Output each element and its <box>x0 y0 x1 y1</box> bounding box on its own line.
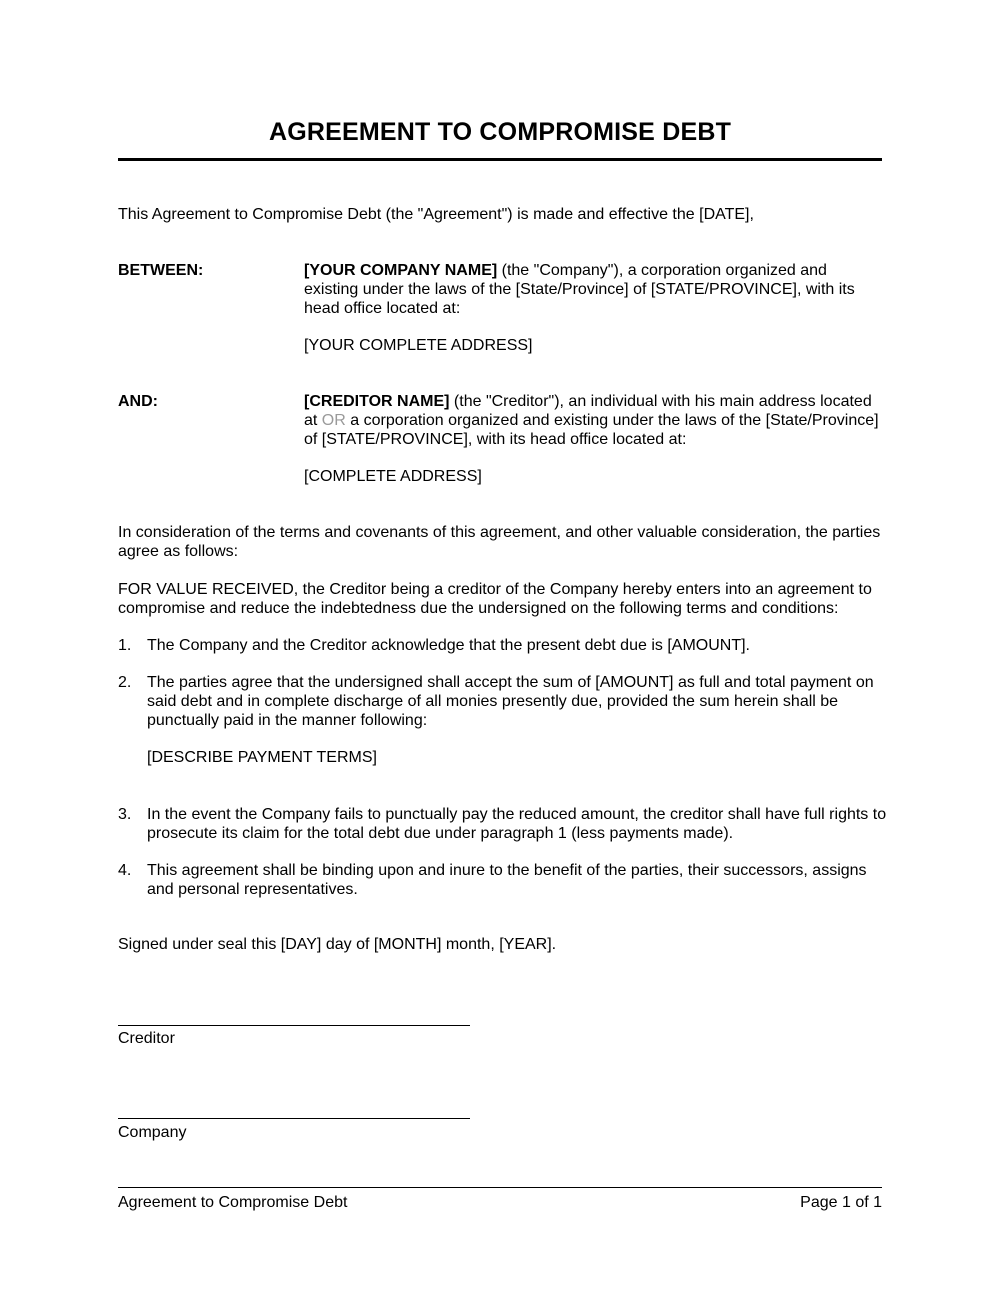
item-text: This agreement shall be binding upon and inure to the benefit of the parties, their successors, assigns and personal representatives. <box>147 862 867 898</box>
intro-paragraph: This Agreement to Compromise Debt (the "Agreement") is made and effective the [DATE], <box>118 206 754 223</box>
and-party-text <box>304 392 884 449</box>
item-number: 3. <box>118 806 132 823</box>
creditor-signature-label: Creditor <box>118 1030 175 1047</box>
creditor-signature-line <box>118 1025 470 1026</box>
payment-terms-placeholder: [DESCRIBE PAYMENT TERMS] <box>147 749 377 766</box>
consideration-paragraph: In consideration of the terms and covenants of this agreement, and other valuable consideration, the parties agree as follows: <box>118 524 881 560</box>
item-text: The parties agree that the undersigned shall accept the sum of [AMOUNT] as full and total payment on said debt and in complete discharge of all monies presently due, provided the sum herein shall be punctually paid in the manner following: <box>147 674 874 729</box>
footer-page-number: Page 1 of 1 <box>800 1194 882 1211</box>
company-name-placeholder: [YOUR COMPANY NAME] <box>304 262 498 279</box>
creditor-address: [COMPLETE ADDRESS] <box>304 468 482 485</box>
title-rule <box>118 158 882 161</box>
company-signature-line <box>118 1118 470 1119</box>
company-address: [YOUR COMPLETE ADDRESS] <box>304 337 533 354</box>
footer-document-name: Agreement to Compromise Debt <box>118 1194 348 1211</box>
between-party-text <box>304 261 884 318</box>
between-description: (the "Company"), a corporation organized and existing under the laws of the [State/Province] of [STATE/PROVINCE], with its head office located at: <box>304 262 855 317</box>
and-description-after-or: a corporation organized and existing under the laws of the [State/Province] of [STATE/PROVINCE], with its head office located at: <box>304 412 879 448</box>
company-signature-label: Company <box>118 1124 187 1141</box>
item-number: 4. <box>118 862 132 879</box>
signed-under-seal: Signed under seal this [DAY] day of [MONTH] month, [YEAR]. <box>118 936 557 953</box>
and-description-before-or: (the "Creditor"), an individual with his main address located at <box>304 393 872 429</box>
between-label: BETWEEN: <box>118 262 204 279</box>
item-text: In the event the Company fails to punctually pay the reduced amount, the creditor shall have full rights to prosecute its claim for the total debt due under paragraph 1 (less payments made). <box>147 806 887 842</box>
item-text: The Company and the Creditor acknowledge that the present debt due is [AMOUNT]. <box>147 637 750 654</box>
creditor-name-placeholder: [CREDITOR NAME] <box>304 393 450 410</box>
value-received-paragraph: FOR VALUE RECEIVED, the Creditor being a creditor of the Company hereby enters into an agreement to compromise and reduce the indebtedness due the undersigned on the following terms and conditions: <box>118 581 872 617</box>
and-label: AND: <box>118 393 158 410</box>
or-marker: OR <box>321 412 346 429</box>
item-number: 1. <box>118 637 132 654</box>
document-title: AGREEMENT TO COMPROMISE DEBT <box>268 118 732 146</box>
item-number: 2. <box>118 674 132 691</box>
footer-rule <box>118 1187 882 1188</box>
